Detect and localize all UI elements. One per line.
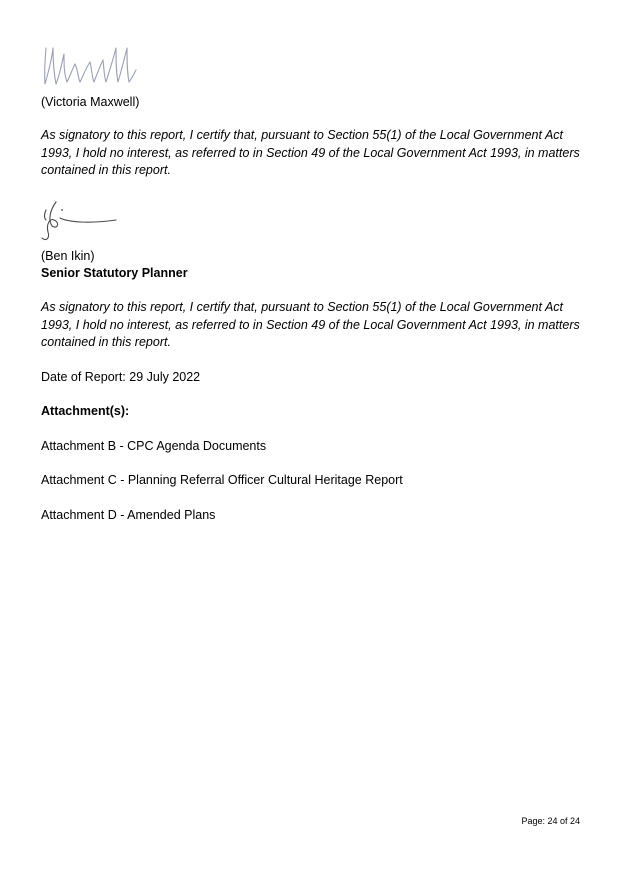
page-number: Page: 24 of 24: [521, 816, 580, 826]
signatory-1-name: (Victoria Maxwell): [41, 95, 140, 109]
attachments-heading: Attachment(s):: [41, 404, 130, 418]
signature-ben-ikin: [38, 198, 122, 246]
attachment-item: Attachment B - CPC Agenda Documents: [41, 439, 267, 453]
signatory-2-certification: As signatory to this report, I certify that, pursuant to Section 55(1) of the Local Government Act 1993, I hold no interest, as referred to in Section 49 of the Local Government Act 1993, in matters contained in this report.: [41, 300, 580, 349]
signature-victoria-maxwell: [40, 40, 140, 88]
signatory-2-title: Senior Statutory Planner: [41, 266, 188, 280]
attachment-item: Attachment C - Planning Referral Officer Cultural Heritage Report: [41, 473, 403, 487]
attachment-item: Attachment D - Amended Plans: [41, 508, 216, 522]
signatory-2-name: (Ben Ikin): [41, 249, 95, 263]
report-date: Date of Report: 29 July 2022: [41, 370, 201, 384]
signatory-1-certification: As signatory to this report, I certify that, pursuant to Section 55(1) of the Local Government Act 1993, I hold no interest, as referred to in Section 49 of the Local Government Act 1993, in matters contained in this report.: [41, 128, 580, 177]
